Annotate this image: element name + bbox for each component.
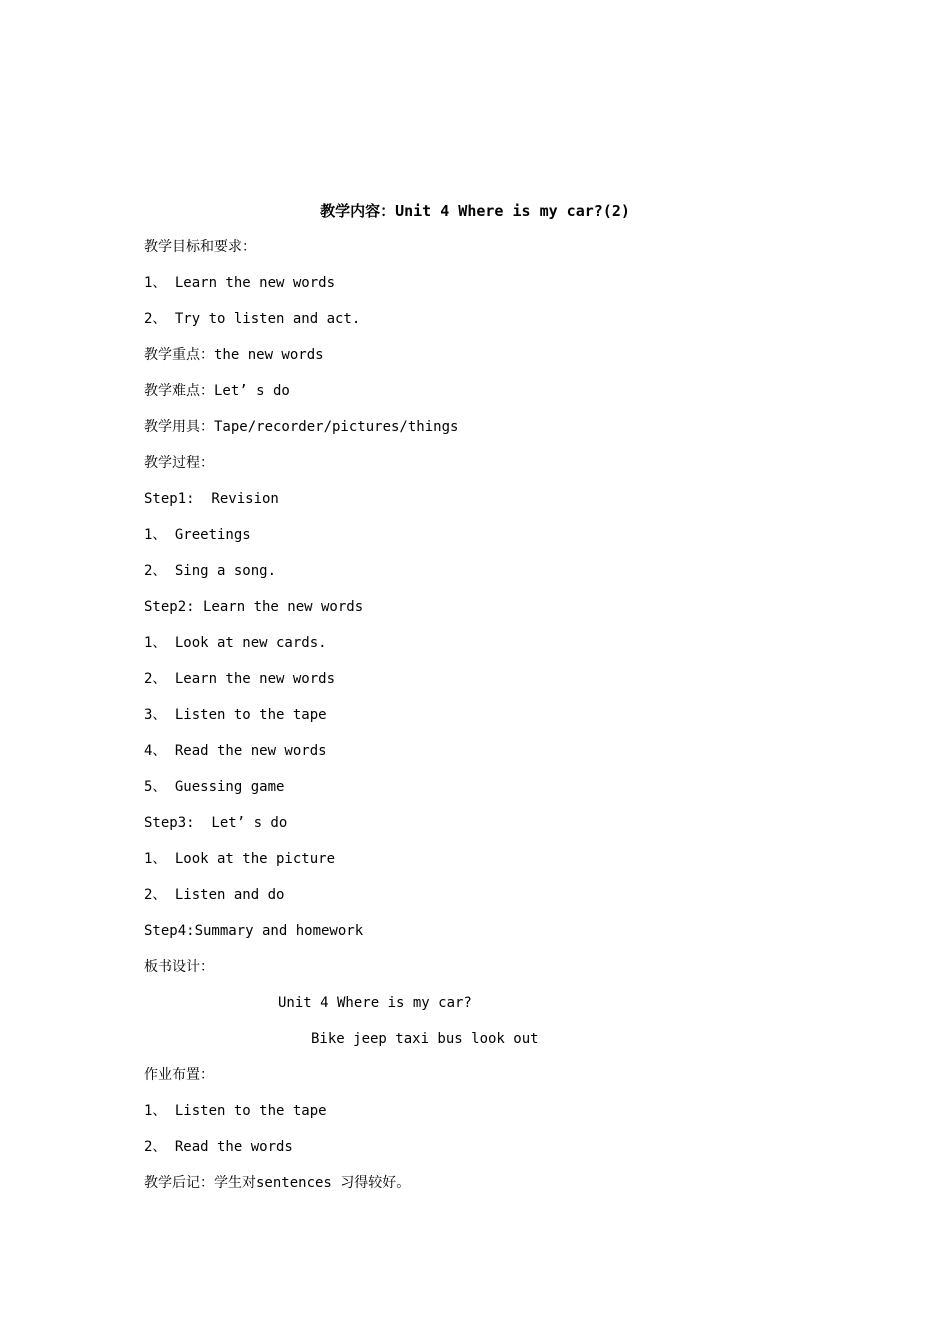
process-heading: 教学过程： <box>144 455 214 471</box>
step2-item: 4、 Read the new words <box>144 743 327 759</box>
step3-heading: Step3: Let’ s do <box>144 815 288 831</box>
objective-item: 1、 Learn the new words <box>144 275 336 291</box>
difficult-point: 教学难点：Let’ s do <box>144 383 290 399</box>
step3-item: 2、 Listen and do <box>144 887 285 903</box>
step2-heading: Step2: Learn the new words <box>144 599 364 615</box>
lesson-title: 教学内容：Unit 4 Where is my car?(2) <box>320 202 630 220</box>
key-point: 教学重点：the new words <box>144 347 324 363</box>
homework-item: 1、 Listen to the tape <box>144 1103 327 1119</box>
objectives-heading: 教学目标和要求： <box>144 239 256 255</box>
teaching-reflection: 教学后记：学生对sentences 习得较好。 <box>144 1175 411 1191</box>
step1-item: 1、 Greetings <box>144 527 251 543</box>
lesson-body <box>144 236 844 1208</box>
step4-heading: Step4:Summary and homework <box>144 923 364 939</box>
step3-item: 1、 Look at the picture <box>144 851 336 867</box>
homework-item: 2、 Read the words <box>144 1139 293 1155</box>
step2-item: 5、 Guessing game <box>144 779 285 795</box>
board-line-title: Unit 4 Where is my car? <box>278 995 472 1011</box>
step2-item: 2、 Learn the new words <box>144 671 336 687</box>
step1-heading: Step1: Revision <box>144 491 279 507</box>
step1-item: 2、 Sing a song. <box>144 563 277 579</box>
homework-heading: 作业布置： <box>144 1067 214 1083</box>
objective-item: 2、 Try to listen and act. <box>144 311 361 327</box>
board-heading: 板书设计： <box>144 959 214 975</box>
step2-item: 3、 Listen to the tape <box>144 707 327 723</box>
board-line-words: Bike jeep taxi bus look out <box>311 1031 539 1047</box>
teaching-materials: 教学用具：Tape/recorder/pictures/things <box>144 419 459 435</box>
step2-item: 1、 Look at new cards. <box>144 635 327 651</box>
